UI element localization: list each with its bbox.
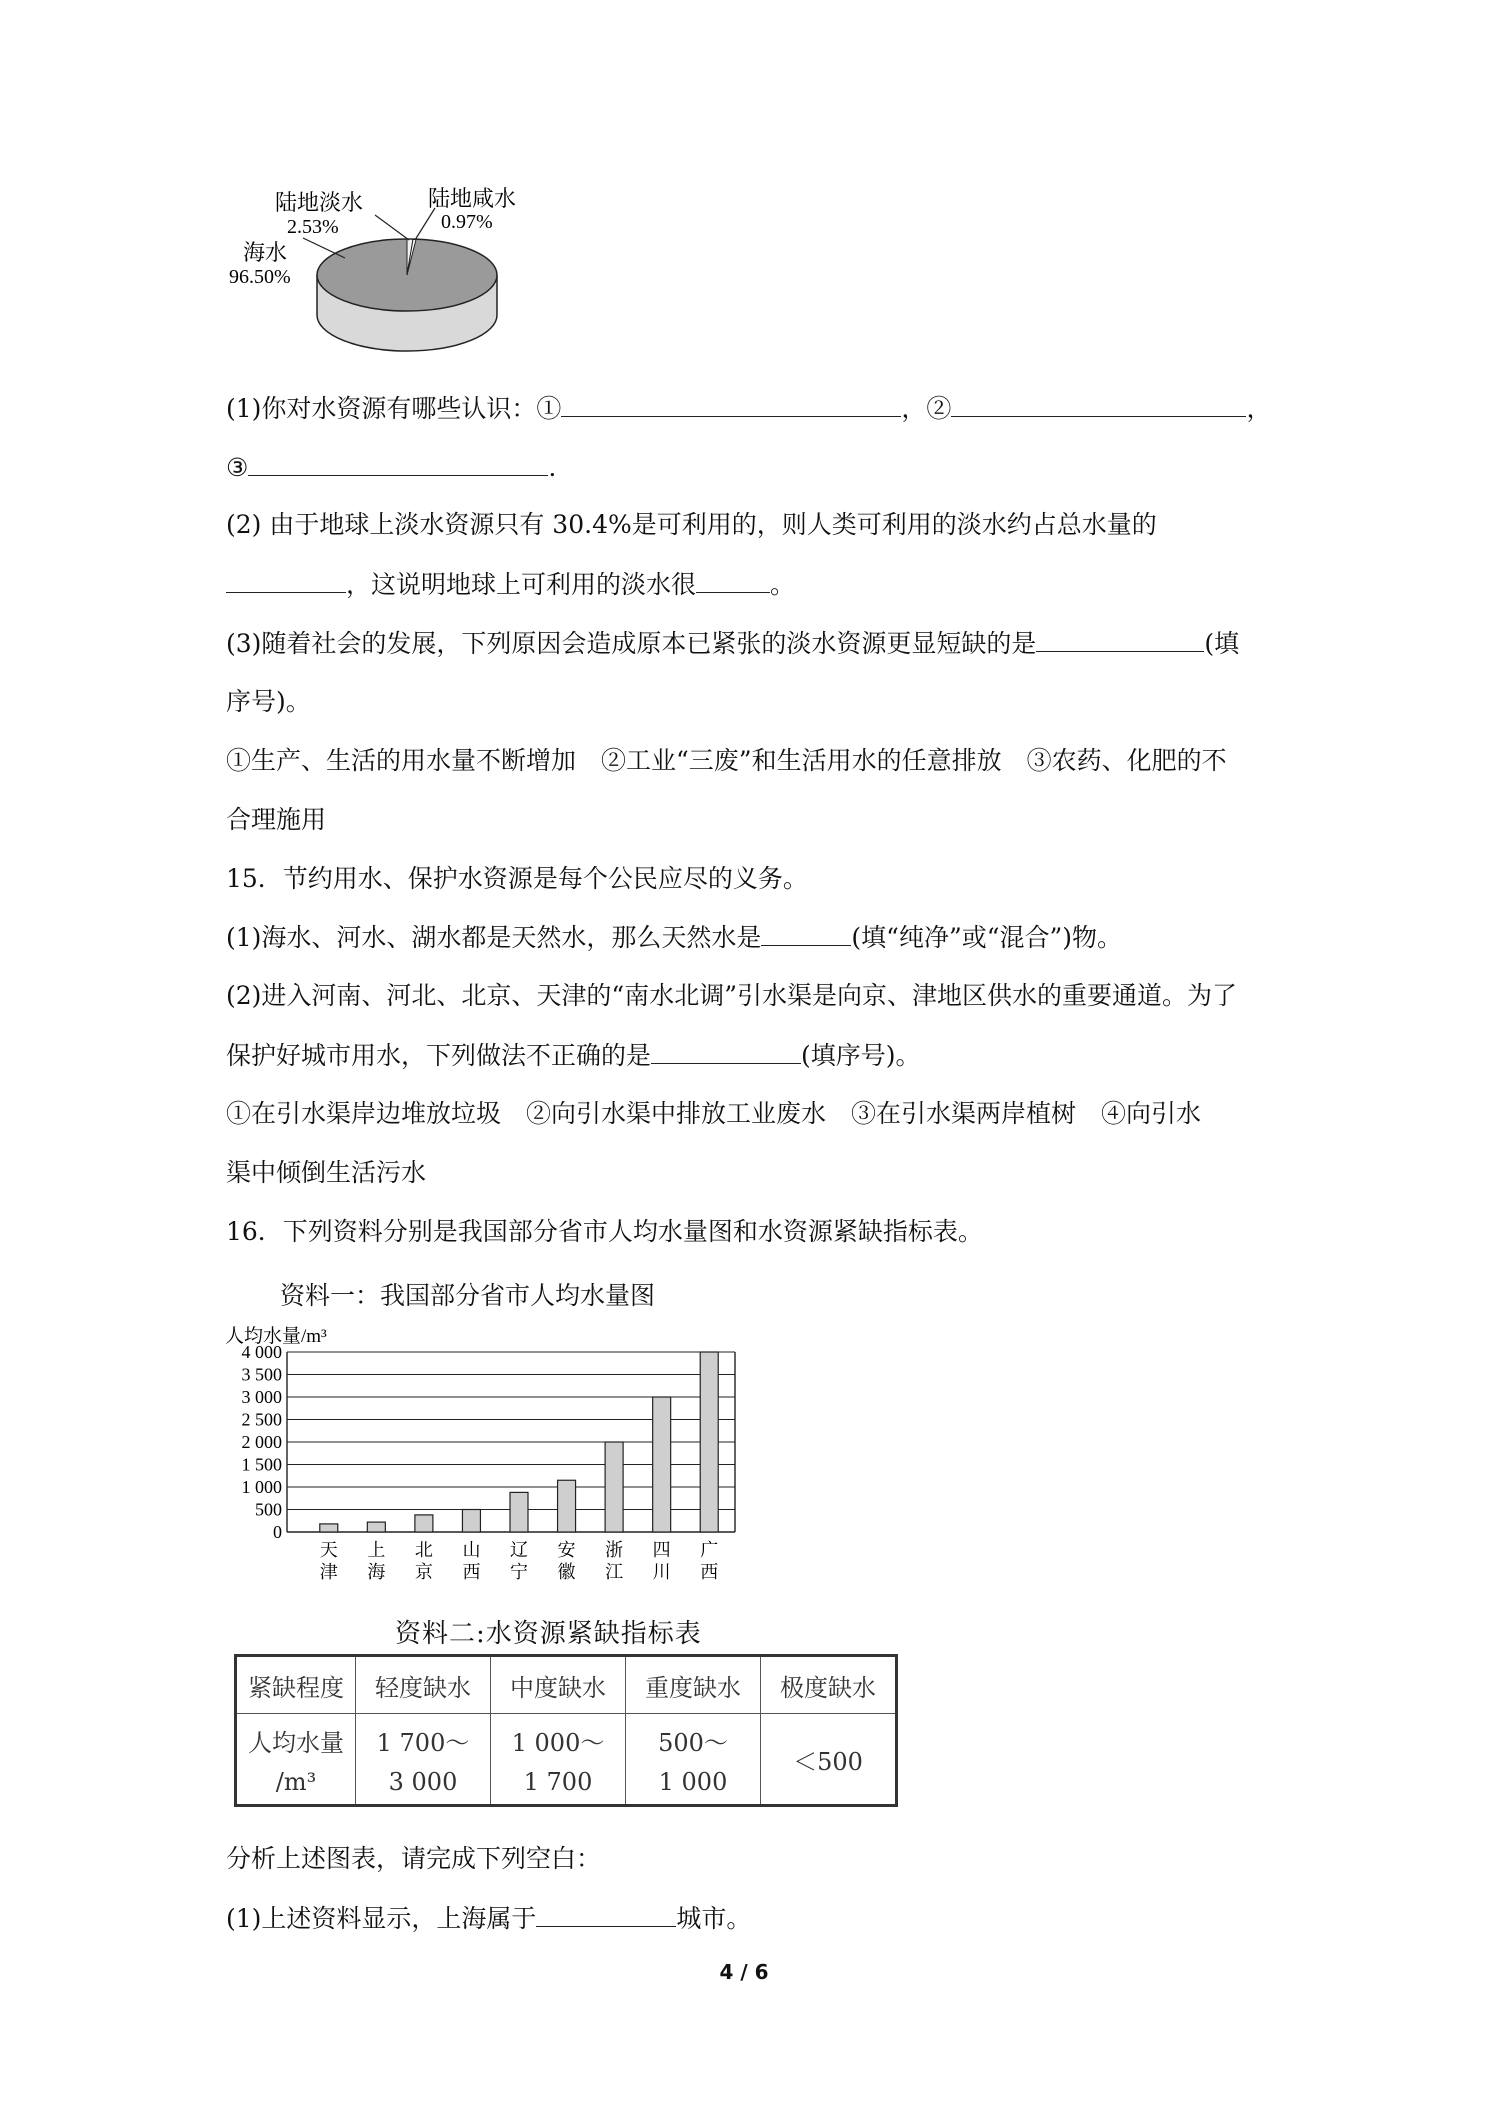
x-tick-label: 海 [367,1562,386,1580]
x-tick-label: 徽 [557,1562,576,1580]
q14-part1-line1: (1)你对水资源有哪些认识：① ，② ， [226,394,1272,423]
fresh-pct: 2.53% [287,216,339,238]
answer-blank[interactable] [1036,627,1204,652]
water-scarcity-table [234,1654,898,1807]
x-tick-label: 四 [652,1540,671,1560]
y-tick-label: 500 [255,1499,282,1520]
material2-title: 资料二:水资源紧缺指标表 [395,1619,702,1649]
q14-part3-line2: 序号)。 [226,687,311,716]
table-cell: 1 700～ 3 000 [356,1714,491,1806]
per-capita-water-bar-chart [220,1320,750,1580]
q14-options-line1: ①生产、生活的用水量不断增加 ②工业“三废”和生活用水的任意排放 ③农药、化肥的不 [226,746,1227,775]
x-tick-label: 辽 [510,1540,528,1560]
y-ticks [242,1342,283,1542]
table-header-cell: 重度缺水 [626,1656,761,1714]
y-tick-label: 4 000 [241,1342,282,1362]
x-tick-label: 川 [652,1562,671,1580]
bar [415,1515,433,1532]
bar [653,1397,671,1532]
x-tick-label: 浙 [605,1540,624,1560]
water-distribution-pie [225,180,525,370]
salt-leader-line [415,208,435,240]
q14-part2-line1: (2) 由于地球上淡水资源只有 30.4%是可利用的，则人类可利用的淡水约占总水量的 [226,510,1157,539]
table-header-cell: 轻度缺水 [356,1656,491,1714]
x-tick-label: 西 [462,1562,481,1580]
y-tick-label: 0 [273,1522,282,1542]
material1-title: 资料一：我国部分省市人均水量图 [280,1281,656,1310]
bar [367,1522,385,1532]
table-header-row [236,1656,897,1714]
sea-leader-line [303,238,345,258]
x-tick-label: 津 [319,1562,338,1580]
q16-part1: (1)上述资料显示，上海属于 城市。 [226,1904,752,1933]
sea-pct: 96.50% [229,266,291,288]
page-number: 4 / 6 [719,1960,769,1984]
q15-options-line1: ①在引水渠岸边堆放垃圾 ②向引水渠中排放工业废水 ③在引水渠两岸植树 ④向引水 [226,1099,1202,1128]
q14-options-line2: 合理施用 [226,805,327,834]
table-cell: ＜500 [761,1714,897,1806]
x-tick-label: 安 [557,1540,576,1560]
answer-blank[interactable] [561,392,901,417]
q14-part3-line1: (3)随着社会的发展，下列原因会造成原本已紧张的淡水资源更显短缺的是 (填 [226,629,1240,658]
x-tick-label: 北 [414,1540,433,1560]
x-tick-label: 山 [462,1540,481,1560]
q15-stem: 15．节约用水、保护水资源是每个公民应尽的义务。 [226,864,808,893]
table-cell: 500～ 1 000 [626,1714,761,1806]
x-tick-label: 上 [367,1540,386,1560]
bar [462,1510,480,1533]
q15-part2-line1: (2)进入河南、河北、北京、天津的“南水北调”引水渠是向京、津地区供水的重要通道。为了 [226,981,1237,1010]
y-tick-label: 3 500 [241,1364,282,1385]
bar [558,1480,576,1532]
x-labels [320,1540,718,1580]
x-tick-label: 江 [605,1562,624,1580]
bar [700,1352,718,1532]
table-row [236,1714,897,1806]
bar [605,1442,623,1532]
q14-part1-line2: ③ . [226,453,557,482]
fresh-leader-line [375,215,409,240]
x-tick-label: 宁 [510,1562,528,1580]
y-tick-label: 3 000 [241,1387,282,1407]
y-tick-label: 2 000 [241,1432,282,1452]
y-tick-label: 2 500 [241,1409,282,1430]
table-cell: 1 000～ 1 700 [491,1714,626,1806]
q16-analysis: 分析上述图表，请完成下列空白： [226,1844,602,1873]
y-axis-label: 人均水量/m³ [225,1326,327,1347]
fresh-label: 陆地淡水 [275,190,364,215]
table-header-cell: 中度缺水 [491,1656,626,1714]
x-tick-label: 广 [700,1540,719,1560]
answer-blank[interactable] [536,1902,676,1927]
bar [510,1492,528,1532]
table-cell-label: 人均水量 /m³ [236,1714,356,1806]
y-tick-label: 1 500 [241,1454,282,1475]
sea-label: 海水 [243,240,288,265]
salt-pct: 0.97% [441,211,493,233]
answer-blank[interactable] [226,568,346,593]
q15-part1: (1)海水、河水、湖水都是天然水，那么天然水是 (填“纯净”或“混合”)物。 [226,923,1123,952]
answer-blank[interactable] [248,451,548,476]
y-tick-label: 1 000 [241,1477,282,1497]
x-tick-label: 天 [319,1540,338,1560]
bar [320,1524,338,1532]
x-tick-label: 京 [414,1562,433,1580]
q15-options-line2: 渠中倾倒生活污水 [226,1158,427,1187]
answer-blank[interactable] [696,568,770,593]
answer-blank[interactable] [761,921,851,946]
salt-label: 陆地咸水 [428,186,517,211]
q14-part2-line2: ，这说明地球上可利用的淡水很 。 [226,568,795,601]
answer-blank[interactable] [951,392,1246,417]
x-tick-label: 西 [700,1562,719,1580]
q16-stem: 16．下列资料分别是我国部分省市人均水量图和水资源紧缺指标表。 [226,1217,983,1246]
answer-blank[interactable] [651,1039,801,1064]
table-header-cell: 极度缺水 [761,1656,897,1714]
q15-part2-line2: 保护好城市用水，下列做法不正确的是 (填序号)。 [226,1041,921,1070]
table-header-cell: 紧缺程度 [236,1656,356,1714]
